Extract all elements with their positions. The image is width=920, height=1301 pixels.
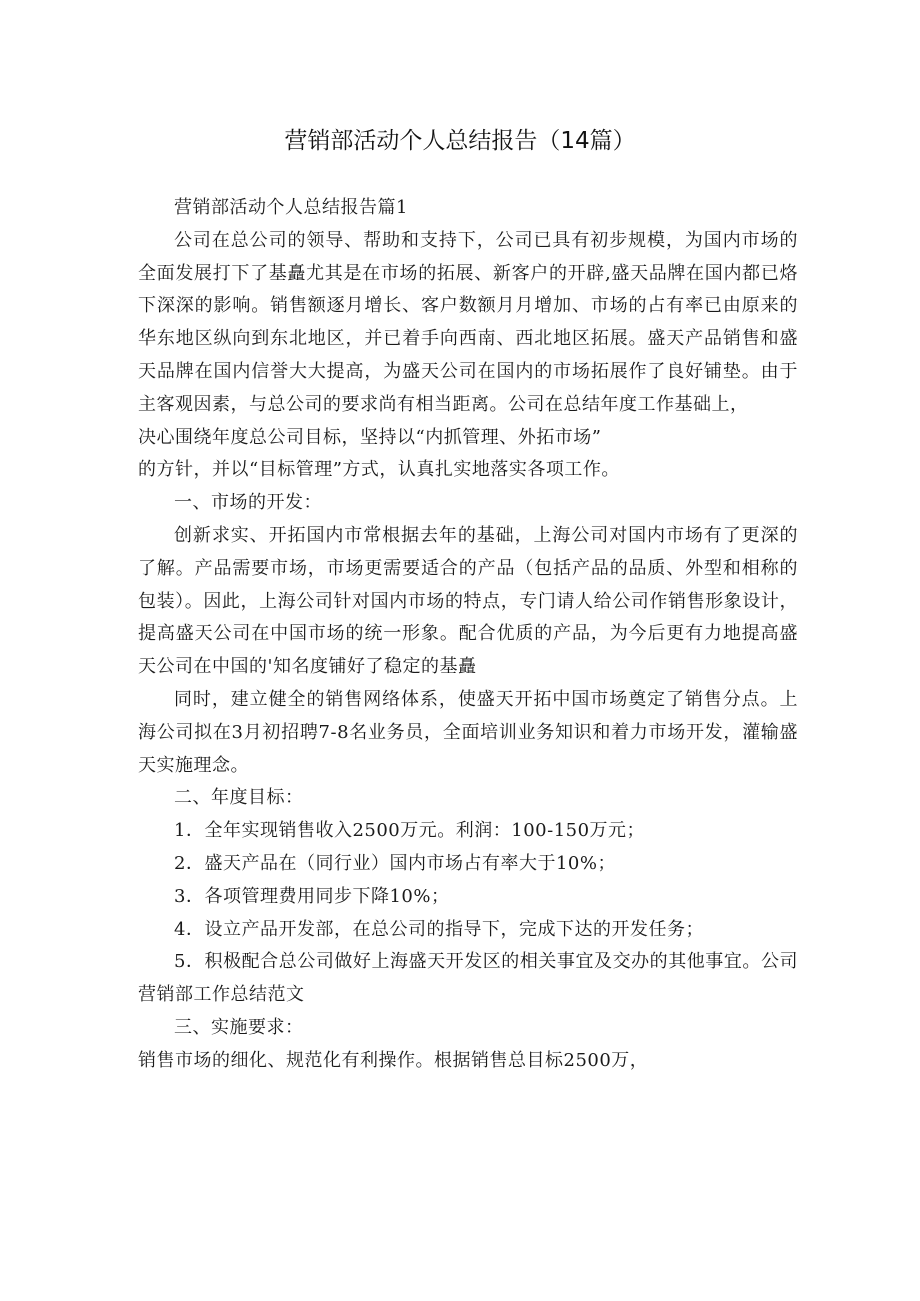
section-heading: 三、实施要求：	[174, 1016, 304, 1038]
document-title: 营销部活动个人总结报告（14篇）	[284, 128, 636, 154]
section-heading: 二、年度目标：	[174, 787, 304, 809]
paragraph: 营销部活动个人总结报告篇1	[174, 197, 408, 218]
section-heading: 一、市场的开发：	[174, 492, 322, 514]
list-item: 3．各项管理费用同步下降10%；	[174, 885, 450, 907]
paragraph: 同时，建立健全的销售网络体系，使盛天开拓中国市场奠定了销售分点。上海公司拟在3月初招聘7-8名业务员，全面培训业务知识和着力市场开发，灌输盛天实施理念。	[138, 688, 798, 776]
list-item: 1．全年实现销售收入2500万元。利润：100-150万元；	[174, 820, 646, 842]
paragraph: 创新求实、开拓国内市常根据去年的基础，上海公司对国内市场有了更深的了解。产品需要市场，市场更需要适合的产品（包括产品的品质、外型和相称的包装）。因此，上海公司针对国内市场的特点，专门请人给公司作销售形象设计，提高盛天公司在中国市场的统一形象。配合优质的产品，为今后更有力地提高盛天公司在中国的'知名度铺好了稳定的基矗	[138, 524, 798, 678]
list-item: 2．盛天产品在（同行业）国内市场占有率大于10%；	[174, 852, 616, 874]
list-item: 5．积极配合总公司做好上海盛天开发区的相关事宜及交办的其他事宜。公司营销部工作总结范文	[138, 951, 798, 1006]
paragraph: 公司在总公司的领导、帮助和支持下，公司已具有初步规模，为国内市场的全面发展打下了基矗尤其是在市场的拓展、新客户的开辟,盛天品牌在国内都已烙下深深的影响。销售额逐月增长、客户数额月月增加、市场的占有率已由原来的华东地区纵向到东北地区，并已着手向西南、西北地区拓展。盛天产品销售和盛天品牌在国内信誉大大提高，为盛天公司在国内的市场拓展作了良好铺垫。由于主客观因素，与总公司的要求尚有相当距离。公司在总结年度工作基础上，	[138, 229, 798, 415]
paragraph: 销售市场的细化、规范化有利操作。根据销售总目标2500万，	[138, 1049, 649, 1071]
list-item: 4．设立产品开发部，在总公司的指导下，完成下达的开发任务；	[174, 918, 704, 940]
document-body	[138, 192, 798, 1078]
paragraph: 的方针，并以“目标管理”方式，认真扎实地落实各项工作。	[138, 459, 620, 481]
paragraph: 决心围绕年度总公司目标，坚持以“内抓管理、外拓市场”	[138, 426, 602, 448]
